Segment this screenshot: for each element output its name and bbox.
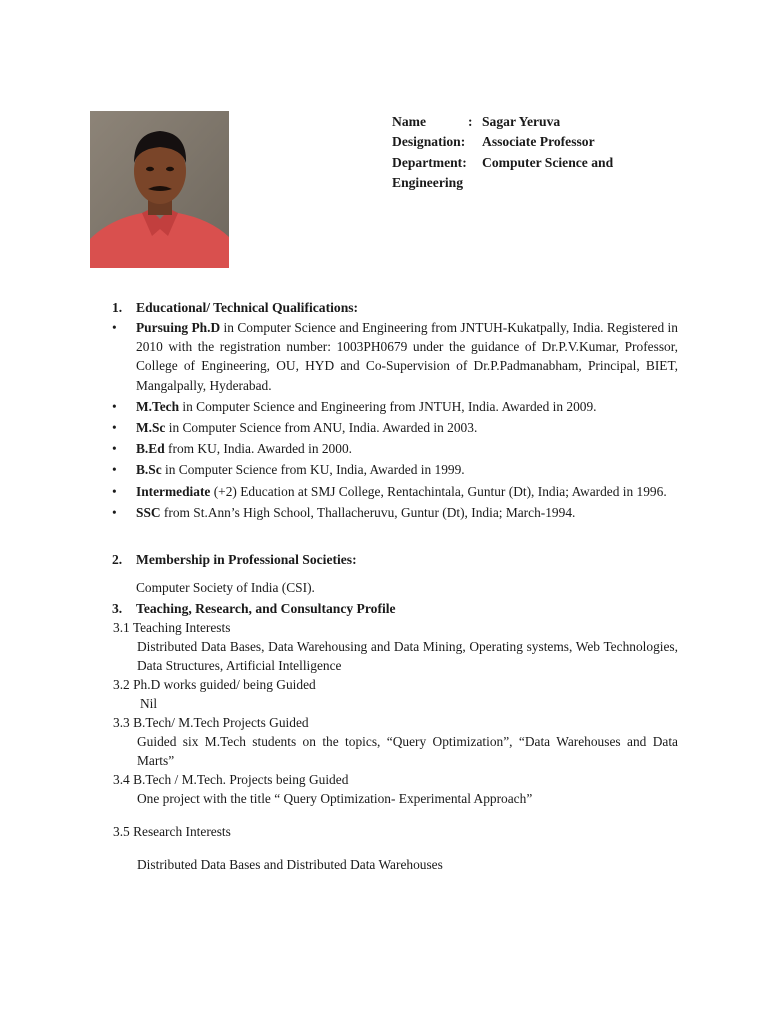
section-1-heading — [112, 298, 678, 317]
qualification-degree: B.Ed — [136, 441, 165, 457]
section-number: 3. — [112, 601, 123, 617]
section-title: Membership in Professional Societies: — [136, 552, 357, 568]
section-title: Educational/ Technical Qualifications: — [136, 300, 359, 315]
qualification-details: in Computer Science and Engineering from JNTUH, India. Awarded in 2009. — [179, 398, 597, 414]
designation-row — [392, 132, 682, 152]
bullet-icon: • — [112, 504, 117, 520]
designation-value: Associate Professor — [482, 134, 595, 150]
qualification-item — [112, 503, 678, 522]
membership-text: Computer Society of India (CSI). — [136, 580, 315, 596]
subsection-text: One project with the title “ Query Optimization- Experimental Approach” — [137, 791, 533, 807]
section-3-heading — [112, 599, 678, 618]
qualification-details: from KU, India. Awarded in 2000. — [164, 441, 352, 457]
qualification-item — [112, 439, 678, 458]
qualification-degree: M.Sc — [136, 420, 166, 436]
department-row — [392, 153, 682, 173]
section-number: 1. — [112, 300, 123, 315]
qualification-details: in Computer Science from KU, India, Awarded in 1999. — [161, 462, 465, 478]
cv-content — [112, 298, 678, 874]
designation-label: Designation: — [392, 134, 466, 150]
profile-photo — [90, 111, 229, 268]
bullet-icon: • — [112, 483, 117, 499]
qualification-item — [112, 397, 678, 416]
qualification-details: in Computer Science from ANU, India. Awarded in 2003. — [165, 420, 478, 436]
qualification-item — [112, 460, 678, 479]
department-label: Department: — [392, 154, 467, 170]
name-separator: : — [468, 114, 473, 129]
subsection-title: 3.2 Ph.D works guided/ being Guided — [113, 677, 316, 693]
qualification-item — [112, 482, 678, 501]
department-value-continued: Engineering — [392, 174, 463, 190]
qualification-degree: B.Sc — [136, 462, 162, 478]
qualification-details: from St.Ann’s High School, Thallacheruvu, Guntur (Dt), India; March-1994. — [160, 504, 576, 520]
qualification-degree: Pursuing Ph.D — [136, 320, 221, 335]
bullet-icon: • — [112, 462, 117, 478]
qualification-item — [112, 418, 678, 437]
name-row — [392, 112, 682, 132]
bullet-icon: • — [112, 320, 117, 335]
name-value: Sagar Yeruva — [482, 114, 561, 129]
bullet-icon: • — [112, 441, 117, 457]
qualification-degree: SSC — [136, 504, 161, 520]
profile-info — [392, 112, 682, 193]
subsection-title: 3.1 Teaching Interests — [113, 620, 231, 636]
bullet-icon: • — [112, 398, 117, 414]
subsection-text: Guided six M.Tech students on the topics, “Query Optimization”, “Data Warehouses and Data Marts” — [137, 734, 678, 769]
department-value: Computer Science and — [482, 154, 614, 170]
name-label: Name — [392, 114, 426, 129]
subsection-title: 3.3 B.Tech/ M.Tech Projects Guided — [113, 715, 309, 731]
qualification-details: (+2) Education at SMJ College, Rentachintala, Guntur (Dt), India; Awarded in 1996. — [210, 483, 667, 499]
qualification-degree: M.Tech — [136, 398, 180, 414]
subsection-title: 3.5 Research Interests — [113, 824, 231, 840]
subsection-title: 3.4 B.Tech / M.Tech. Projects being Guided — [113, 772, 349, 788]
subsection-text: Nil — [140, 696, 158, 712]
qualification-details: in Computer Science and Engineering from JNTUH-Kukatpally, India. Registered in 2010 with the registration number: 1003PH0679 under the guidance of Dr.P.V.Kumar, Professor, College of Engineering, OU, HYD and Co-Supervision of Dr.P.Padmanabham, Principal, BIET, Mangalpally, Hyderabad. — [136, 320, 678, 393]
subsection-text: Distributed Data Bases and Distributed Data Warehouses — [137, 857, 443, 873]
qualification-item — [112, 318, 678, 395]
bullet-icon: • — [112, 420, 117, 436]
subsection-text: Distributed Data Bases, Data Warehousing and Data Mining, Operating systems, Web Technologies, Data Structures, Artificial Intelligence — [137, 639, 678, 674]
section-2-heading — [112, 550, 678, 569]
section-title: Teaching, Research, and Consultancy Profile — [136, 601, 396, 617]
qualification-degree: Intermediate — [136, 483, 211, 499]
section-number: 2. — [112, 552, 123, 568]
qualifications-list — [112, 318, 678, 522]
